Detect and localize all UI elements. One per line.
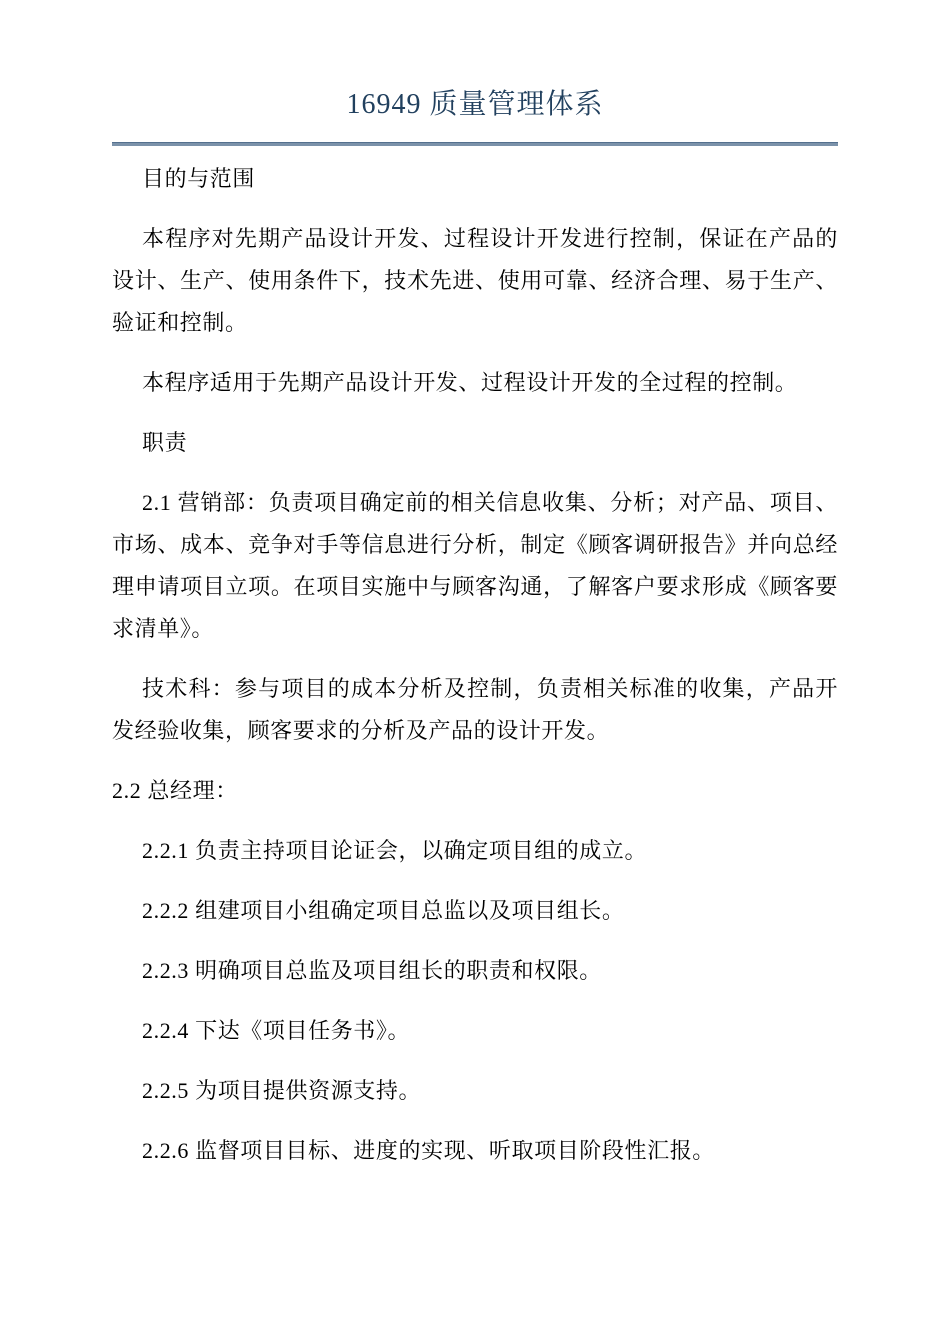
title-underline-rule	[112, 142, 838, 146]
para-2-2-4: 2.2.4 下达《项目任务书》。	[142, 1018, 411, 1043]
page-title: 16949 质量管理体系	[346, 89, 604, 120]
para-2-2-3: 2.2.3 明确项目总监及项目组长的职责和权限。	[142, 958, 602, 983]
para-2-2-6: 2.2.6 监督项目目标、进度的实现、听取项目阶段性汇报。	[142, 1138, 715, 1163]
para-scope-application: 本程序适用于先期产品设计开发、过程设计开发的全过程的控制。	[142, 370, 798, 395]
para-2-2-2: 2.2.2 组建项目小组确定项目总监以及项目组长。	[142, 898, 625, 923]
para-purpose-control: 本程序对先期产品设计开发、过程设计开发进行控制，保证在产品的设计、生产、使用条件下，技术先进、使用可靠、经济合理、易于生产、验证和控制。	[112, 226, 838, 335]
para-tech-dept: 技术科：参与项目的成本分析及控制，负责相关标准的收集，产品开发经验收集，顾客要求的分析及产品的设计开发。	[112, 676, 838, 743]
heading-purpose-scope: 目的与范围	[142, 166, 256, 191]
para-2-1-marketing-dept: 2.1 营销部：负责项目确定前的相关信息收集、分析；对产品、项目、市场、成本、竞争对手等信息进行分析，制定《顾客调研报告》并向总经理申请项目立项。在项目实施中与顾客沟通，了解客户要求形成《顾客要求清单》。	[112, 490, 838, 641]
heading-responsibilities: 职责	[142, 430, 188, 455]
para-2-2-general-manager: 2.2 总经理：	[112, 778, 238, 803]
para-2-2-1: 2.2.1 负责主持项目论证会，以确定项目组的成立。	[142, 838, 648, 863]
para-2-2-5: 2.2.5 为项目提供资源支持。	[142, 1078, 422, 1103]
